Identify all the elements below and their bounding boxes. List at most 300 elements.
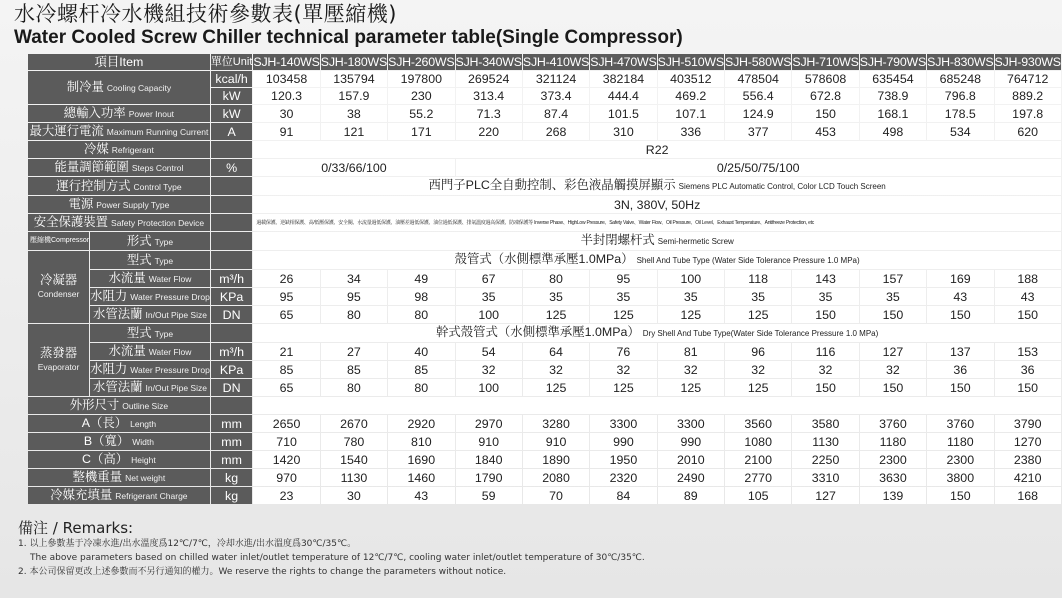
value-cell: 32 [523,361,589,378]
value-cell: 125 [658,379,724,396]
value-cell: 153 [995,343,1061,360]
height-label-zh: C（高） [82,452,129,466]
value-cell: 55.2 [388,105,454,122]
refrigerant-label [28,141,210,158]
value-cell: 70 [523,487,589,504]
remark-1-en: The above parameters based on chilled water inlet/outlet temperature of 12℃/7℃, cooling water inlet/outlet temperature of 30℃/35℃. [30,553,645,563]
value-cell: 1950 [590,451,656,468]
value-cell: 127 [860,343,926,360]
condenser-drop-label-zh: 水阻力 [90,289,128,303]
value-cell: 2650 [253,415,319,432]
value-cell: 43 [388,487,454,504]
width-label [28,433,210,450]
value-cell: 100 [658,270,724,287]
value-cell: 36 [995,361,1061,378]
value-cell: 35 [590,288,656,305]
value-cell: 54 [456,343,522,360]
value-cell: 80 [388,306,454,323]
condenser-type-label [90,251,210,269]
value-cell: 120.3 [253,88,319,104]
value-cell: 321124 [523,71,589,87]
value-cell: 76 [590,343,656,360]
unit-cell [211,177,253,195]
model-header: SJH-580WS [725,55,792,69]
unit-cell: KPa [211,288,253,305]
value-cell: 35 [725,288,791,305]
value-cell: 125 [658,306,724,323]
value-cell: 40 [388,343,454,360]
value-cell: 32 [725,361,791,378]
value-cell: 100 [456,306,522,323]
value-cell: 150 [927,379,993,396]
length-label-en: Length [130,419,157,429]
condenser-type-label-en: Type [154,255,174,266]
safety-label [28,214,210,231]
charge-label-en: Refrigerant Charge [115,491,188,501]
value-cell: 2770 [725,469,791,486]
power-label-en: Power Inout [128,109,175,119]
value-cell: 313.4 [456,88,522,104]
evaporator-flow-row [28,343,1061,360]
unit-cell: m³/h [211,270,253,287]
value-cell: 125 [725,306,791,323]
control-label-en: Control Type [133,181,182,192]
value-cell: 220 [456,123,522,140]
condenser-label-zh: 冷凝器 [39,273,78,287]
condenser-drop-label [90,288,210,305]
value-cell: 1180 [927,433,993,450]
value-cell: 738.9 [860,88,926,104]
value-cell: 453 [792,123,858,140]
steps-label [28,159,210,176]
value-cell: 125 [725,379,791,396]
refrigerant-label-zh: 冷媒 [83,142,109,156]
safety-value-zh: 過載保護、逆缺相保護、高/低壓保護、安全閥、水流量過低保護、油壓差過低保護、油位過低保護、排氣溫度過高保護、防凍保護等 Inverse Phase、HighLow Pressure、Safety Valve、Water Flow、Oil Pressure、Oil Level、Exhaust Temperature、Antifreeze Protection, etc [256,219,815,226]
unit-cell [211,324,253,342]
value-cell: 32 [590,361,656,378]
value-cell: 124.9 [725,105,791,122]
condenser-drop-label-en: Water Pressure Drop [130,292,210,302]
value-cell: 4210 [995,469,1061,486]
refrigerant-label-en: Refrigerant [111,145,154,155]
value-cell: 87.4 [523,105,589,122]
value-cell: 26 [253,270,319,287]
value-cell: 710 [253,433,319,450]
value-cell: 764712 [995,71,1061,87]
compressor-value-zh: 半封閉螺杆式 [580,233,655,247]
evaporator-type-row [28,324,1061,342]
unit-cell [211,196,253,213]
width-label-en: Width [132,437,154,447]
value-cell: 910 [523,433,589,450]
weight-label-zh: 整機重量 [72,470,123,484]
condenser-type-row [28,251,1061,269]
value-cell: 71.3 [456,105,522,122]
value-cell: 80 [388,379,454,396]
evaporator-type-label [90,324,210,342]
value-cell: 59 [456,487,522,504]
value-cell: 230 [388,88,454,104]
current-row [28,123,1061,140]
evaporator-pipe-row [28,379,1061,396]
model-header: SJH-180WS [320,55,388,69]
unit-cell [211,214,253,231]
value-cell: 150 [995,306,1061,323]
value-cell: 469.2 [658,88,724,104]
remark-2: 2. 本公司保留更改上述參數而不另行通知的權力。We reserve the rights to change the parameters without notice. [18,567,507,577]
unit-cell: mm [211,451,253,468]
control-value [253,177,1061,195]
value-cell: 578608 [792,71,858,87]
steps-value-large [456,159,1061,176]
value-cell: 1180 [860,433,926,450]
value-cell: 3800 [927,469,993,486]
evaporator-type-value-zh: 幹式殼管式（水側標準承壓1.0MPa） [435,325,640,339]
compressor-label [28,232,89,250]
condenser-type-value-en: Shell And Tube Type (Water Side Tolerance Pressure 1.0 MPa) [636,256,860,265]
value-cell: 118 [725,270,791,287]
outline-label-en: Outline Size [122,401,169,411]
value-cell: 796.8 [927,88,993,104]
compressor-label-zh: 壓縮機Compressor [30,237,90,244]
model-header: SJH-710WS [792,55,859,69]
value-cell: 32 [456,361,522,378]
value-cell: 32 [792,361,858,378]
value-cell: 169 [927,270,993,287]
condenser-type-value [253,251,1061,269]
height-row [28,451,1061,468]
evaporator-drop-label-zh: 水阻力 [90,362,128,376]
value-cell: 150 [927,487,993,504]
value-cell: 2300 [927,451,993,468]
value-cell: 1690 [388,451,454,468]
value-cell: 35 [860,288,926,305]
supply-row [28,196,1061,213]
value-cell: 150 [860,306,926,323]
steps-value-large-zh: 0/25/50/75/100 [716,160,800,175]
evaporator-pipe-label-zh: 水管法蘭 [92,380,143,394]
value-cell: 970 [253,469,319,486]
unit-cell: mm [211,433,253,450]
value-cell: 810 [388,433,454,450]
value-cell: 35 [792,288,858,305]
safety-label-zh: 安全保護裝置 [33,215,109,229]
value-cell: 49 [388,270,454,287]
value-cell: 2670 [321,415,387,432]
cooling-label-zh: 制冷量 [66,80,104,94]
value-cell: 135794 [321,71,387,87]
value-cell: 125 [523,379,589,396]
value-cell: 3760 [860,415,926,432]
value-cell: 377 [725,123,791,140]
value-cell: 197800 [388,71,454,87]
width-label-zh: B（寬） [83,434,130,448]
value-cell: 498 [860,123,926,140]
value-cell: 178.5 [927,105,993,122]
value-cell: 910 [456,433,522,450]
value-cell: 3300 [590,415,656,432]
value-cell: 23 [253,487,319,504]
condenser-pipe-label [90,306,210,323]
model-header: SJH-260WS [388,55,455,69]
unit-header: 單位Unit [210,56,253,68]
value-cell: 478504 [725,71,791,87]
evaporator-drop-row [28,361,1061,378]
value-cell: 780 [321,433,387,450]
spec-table [27,53,1062,505]
unit-cell: kg [211,469,253,486]
evaporator-label [28,324,89,396]
evaporator-label-en: Evaporator [37,362,80,372]
length-label-zh: A（長） [81,416,128,430]
weight-label [28,469,210,486]
weight-row [28,469,1061,486]
evaporator-label-zh: 蒸發器 [39,346,78,360]
evaporator-drop-label [90,361,210,378]
evaporator-type-value [253,324,1061,342]
value-cell: 30 [321,487,387,504]
title-block [14,2,683,49]
value-cell: 1460 [388,469,454,486]
value-cell: 38 [321,105,387,122]
supply-label-zh: 電源 [68,197,94,211]
value-cell: 35 [523,288,589,305]
item-header: 項目Item [28,54,210,70]
value-cell: 3300 [658,415,724,432]
charge-label [28,487,210,504]
page-title-zh: 水冷螺杆冷水機組技術參數表(單壓縮機) [14,2,397,26]
header-row [28,54,1061,70]
width-row [28,433,1061,450]
value-cell: 139 [860,487,926,504]
value-cell: 2320 [590,469,656,486]
evaporator-flow-label-en: Water Flow [148,347,192,357]
value-cell: 30 [253,105,319,122]
value-cell: 2100 [725,451,791,468]
value-cell: 685248 [927,71,993,87]
compressor-type-label-zh: 形式 [126,233,152,248]
value-cell: 268 [523,123,589,140]
value-cell: 336 [658,123,724,140]
value-cell: 1540 [321,451,387,468]
value-cell: 2080 [523,469,589,486]
blank-cell [253,397,1061,414]
model-header: SJH-510WS [657,55,724,69]
value-cell: 80 [523,270,589,287]
value-cell: 635454 [860,71,926,87]
value-cell: 3310 [792,469,858,486]
value-cell: 171 [388,123,454,140]
remarks [18,519,645,579]
value-cell: 64 [523,343,589,360]
height-label-en: Height [131,455,156,465]
unit-cell: KPa [211,361,253,378]
value-cell: 95 [590,270,656,287]
remark-1: 1. 以上參數基于冷凍水進/出水溫度爲12℃/7℃，冷却水進/出水溫度爲30℃/35℃。 [18,539,357,549]
value-cell: 1270 [995,433,1061,450]
value-cell: 80 [321,379,387,396]
condenser-type-value-zh: 殼管式（水側標準承壓1.0MPa） [454,252,634,266]
condenser-flow-label-en: Water Flow [148,274,192,284]
value-cell: 89 [658,487,724,504]
control-row [28,177,1061,195]
condenser-label-en: Condenser [37,289,80,299]
value-cell: 32 [860,361,926,378]
evaporator-pipe-label-en: In/Out Pipe Size [145,383,207,393]
steps-label-en: Steps Control [131,163,184,173]
value-cell: 2920 [388,415,454,432]
value-cell: 34 [321,270,387,287]
value-cell: 197.8 [995,105,1061,122]
value-cell: 3630 [860,469,926,486]
power-row [28,105,1061,122]
value-cell: 85 [253,361,319,378]
steps-value-small-zh: 0/33/66/100 [321,160,387,175]
evaporator-pipe-label [90,379,210,396]
compressor-type-label [90,232,210,250]
value-cell: 81 [658,343,724,360]
value-cell: 150 [792,306,858,323]
supply-label [28,196,210,213]
value-cell: 2490 [658,469,724,486]
model-header: SJH-470WS [590,55,657,69]
cooling-label [28,71,210,104]
condenser-pipe-row [28,306,1061,323]
value-cell: 137 [927,343,993,360]
outline-label [28,397,210,414]
unit-cell [211,397,253,414]
unit-cell: kcal/h [211,71,253,87]
value-cell: 150 [995,379,1061,396]
value-cell: 1420 [253,451,319,468]
value-cell: 125 [590,379,656,396]
value-cell: 98 [388,288,454,305]
evaporator-type-label-en: Type [154,328,174,339]
control-value-en: Siemens PLC Automatic Control, Color LCD Touch Screen [678,182,886,191]
evaporator-flow-label-zh: 水流量 [108,344,146,358]
value-cell: 36 [927,361,993,378]
safety-value [253,214,1061,231]
value-cell: 157 [860,270,926,287]
value-cell: 91 [253,123,319,140]
page-title-en: Water Cooled Screw Chiller technical parameter table(Single Compressor) [14,27,683,48]
refrigerant-value-zh: R22 [645,142,669,157]
value-cell: 3280 [523,415,589,432]
value-cell: 65 [253,379,319,396]
value-cell: 168 [995,487,1061,504]
power-label-zh: 總輸入功率 [63,106,126,120]
control-value-zh: 西門子PLC全自動控制、彩色液晶觸摸屏顯示 [428,178,676,192]
steps-label-zh: 能量調節範圍 [54,160,129,174]
condenser-flow-row [28,270,1061,287]
value-cell: 990 [658,433,724,450]
steps-row [28,159,1061,176]
value-cell: 534 [927,123,993,140]
control-label [28,177,210,195]
value-cell: 1890 [523,451,589,468]
value-cell: 1790 [456,469,522,486]
value-cell: 2970 [456,415,522,432]
current-label [28,123,210,140]
value-cell: 21 [253,343,319,360]
supply-value [253,196,1061,213]
unit-cell: mm [211,415,253,432]
evaporator-flow-label [90,343,210,360]
value-cell: 2250 [792,451,858,468]
unit-cell: kW [211,105,253,122]
unit-cell: A [211,123,253,140]
steps-value-small [253,159,454,176]
value-cell: 150 [927,306,993,323]
value-cell: 2300 [860,451,926,468]
value-cell: 35 [658,288,724,305]
cooling-row [28,71,1061,87]
safety-row [28,214,1061,231]
current-label-en: Maximum Running Current [106,127,209,137]
value-cell: 27 [321,343,387,360]
value-cell: 116 [792,343,858,360]
value-cell: 103458 [253,71,319,87]
value-cell: 127 [792,487,858,504]
evaporator-drop-label-en: Water Pressure Drop [130,365,210,375]
model-header: SJH-140WS [253,55,320,69]
value-cell: 620 [995,123,1061,140]
evaporator-type-label-zh: 型式 [126,325,152,340]
charge-row [28,487,1061,504]
value-cell: 672.8 [792,88,858,104]
control-label-zh: 運行控制方式 [56,178,131,193]
value-cell: 889.2 [995,88,1061,104]
value-cell: 100 [456,379,522,396]
condenser-pipe-label-en: In/Out Pipe Size [145,310,207,320]
supply-value-zh: 3N, 380V, 50Hz [613,197,701,212]
condenser-flow-label-zh: 水流量 [108,271,146,285]
value-cell: 188 [995,270,1061,287]
value-cell: 107.1 [658,105,724,122]
value-cell: 269524 [456,71,522,87]
value-cell: 157.9 [321,88,387,104]
value-cell: 43 [995,288,1061,305]
value-cell: 1130 [792,433,858,450]
outline-label-zh: 外形尺寸 [69,398,120,412]
value-cell: 1840 [456,451,522,468]
value-cell: 3580 [792,415,858,432]
current-label-zh: 最大運行電流 [29,124,104,138]
value-cell: 310 [590,123,656,140]
value-cell: 105 [725,487,791,504]
value-cell: 3760 [927,415,993,432]
safety-label-en: Safety Protection Device [111,218,205,228]
value-cell: 85 [321,361,387,378]
model-header: SJH-340WS [455,55,522,69]
value-cell: 1130 [321,469,387,486]
value-cell: 1080 [725,433,791,450]
value-cell: 150 [792,105,858,122]
unit-cell [211,232,253,250]
model-header: SJH-410WS [522,55,590,69]
refrigerant-row [28,141,1061,158]
value-cell: 3560 [725,415,791,432]
value-cell: 95 [253,288,319,305]
condenser-flow-label [90,270,210,287]
value-cell: 125 [523,306,589,323]
compressor-value [253,232,1061,250]
supply-label-en: Power Supply Type [96,200,170,210]
value-cell: 403512 [658,71,724,87]
value-cell: 43 [927,288,993,305]
condenser-label [28,251,89,323]
height-label [28,451,210,468]
